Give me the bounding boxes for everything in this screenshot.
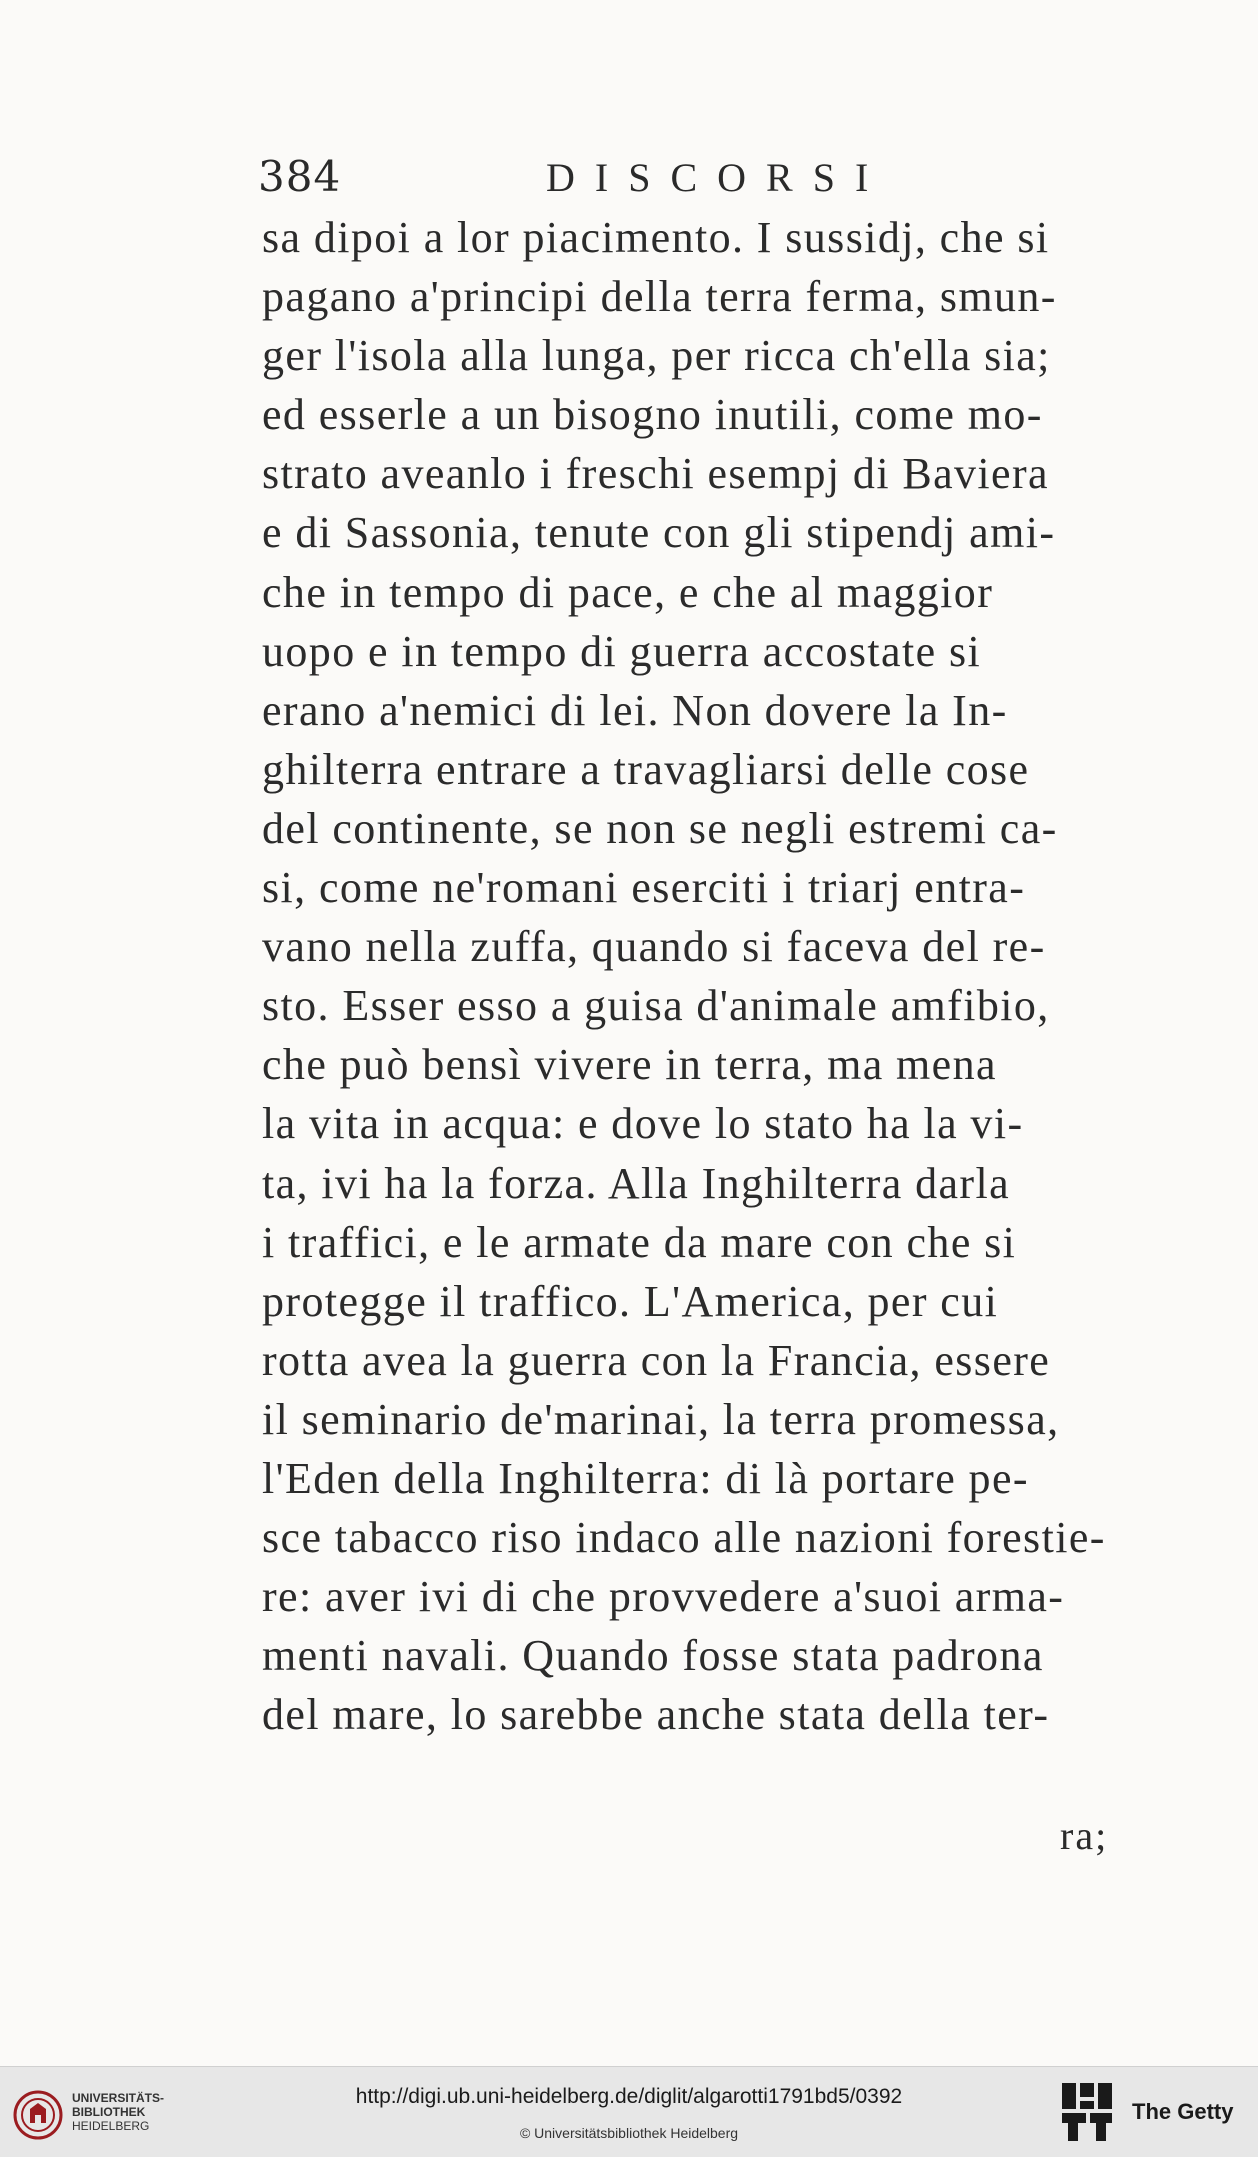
getty-logo-icon[interactable]	[1060, 2081, 1116, 2143]
text-line: pagano a'principi della terra ferma, smun-	[262, 272, 1057, 322]
text-line: il seminario de'marinai, la terra promessa,	[262, 1394, 1060, 1444]
text-line: ghilterra entrare a travagliarsi delle cose	[262, 744, 1030, 794]
text-line: ed esserle a un bisogno inutili, come mo-	[262, 390, 1043, 440]
text-line: strato aveanlo i freschi esempj di Baviera	[262, 449, 1049, 499]
permalink-url[interactable]: http://digi.ub.uni-heidelberg.de/diglit/algarotti1791bd5/0392	[355, 2085, 903, 2108]
getty-wordmark[interactable]: The Getty	[1132, 2099, 1234, 2124]
text-line: ger l'isola alla lunga, per ricca ch'ella sia;	[262, 331, 1051, 381]
text-line: vano nella zuffa, quando si faceva del re-	[262, 922, 1046, 972]
text-line: protegge il traffico. L'America, per cui	[262, 1276, 999, 1326]
page-number: 384	[258, 152, 342, 201]
text-line: che può bensì vivere in terra, ma mena	[262, 1040, 997, 1090]
viewer-footer	[0, 2066, 1258, 2157]
text-line: del mare, lo sarebbe anche stata della ter-	[262, 1690, 1050, 1740]
text-line: rotta avea la guerra con la Francia, essere	[262, 1335, 1051, 1385]
text-line: si, come ne'romani eserciti i triarj entra-	[262, 863, 1026, 913]
text-line: del continente, se non se negli estremi ca-	[262, 803, 1058, 853]
text-line: i traffici, e le armate da mare con che si	[262, 1217, 1017, 1267]
text-line: ta, ivi ha la forza. Alla Inghilterra darla	[262, 1158, 1011, 1208]
ub-line2: BIBLIOTHEK	[72, 2105, 146, 2119]
text-line: re: aver ivi di che provvedere a'suoi arma-	[262, 1572, 1065, 1622]
text-line: che in tempo di pace, e che al maggior	[262, 567, 994, 617]
body-text	[262, 208, 1202, 1744]
text-line: erano a'nemici di lei. Non dovere la In-	[262, 685, 1008, 735]
catchword: ra;	[1060, 1813, 1109, 1858]
text-line: uopo e in tempo di guerra accostate si	[262, 626, 982, 676]
running-head: DISCORSI	[546, 155, 889, 200]
ub-line3: HEIDELBERG	[72, 2119, 150, 2133]
text-line: sa dipoi a lor piacimento. I sussidj, che si	[262, 213, 1050, 262]
text-line: sto. Esser esso a guisa d'animale amfibio,	[262, 981, 1050, 1031]
copyright-notice: © Universitätsbibliothek Heidelberg	[519, 2125, 739, 2141]
text-line: e di Sassonia, tenute con gli stipendj ami-	[262, 508, 1056, 558]
text-line: la vita in acqua: e dove lo stato ha la vi-	[262, 1099, 1024, 1149]
page-header	[258, 152, 898, 202]
text-line: l'Eden della Inghilterra: di là portare pe-	[262, 1453, 1029, 1503]
text-line: sce tabacco riso indaco alle nazioni forestie-	[262, 1513, 1106, 1563]
ub-line1: UNIVERSITÄTS-	[72, 2091, 165, 2105]
text-line: menti navali. Quando fosse stata padrona	[262, 1631, 1044, 1681]
